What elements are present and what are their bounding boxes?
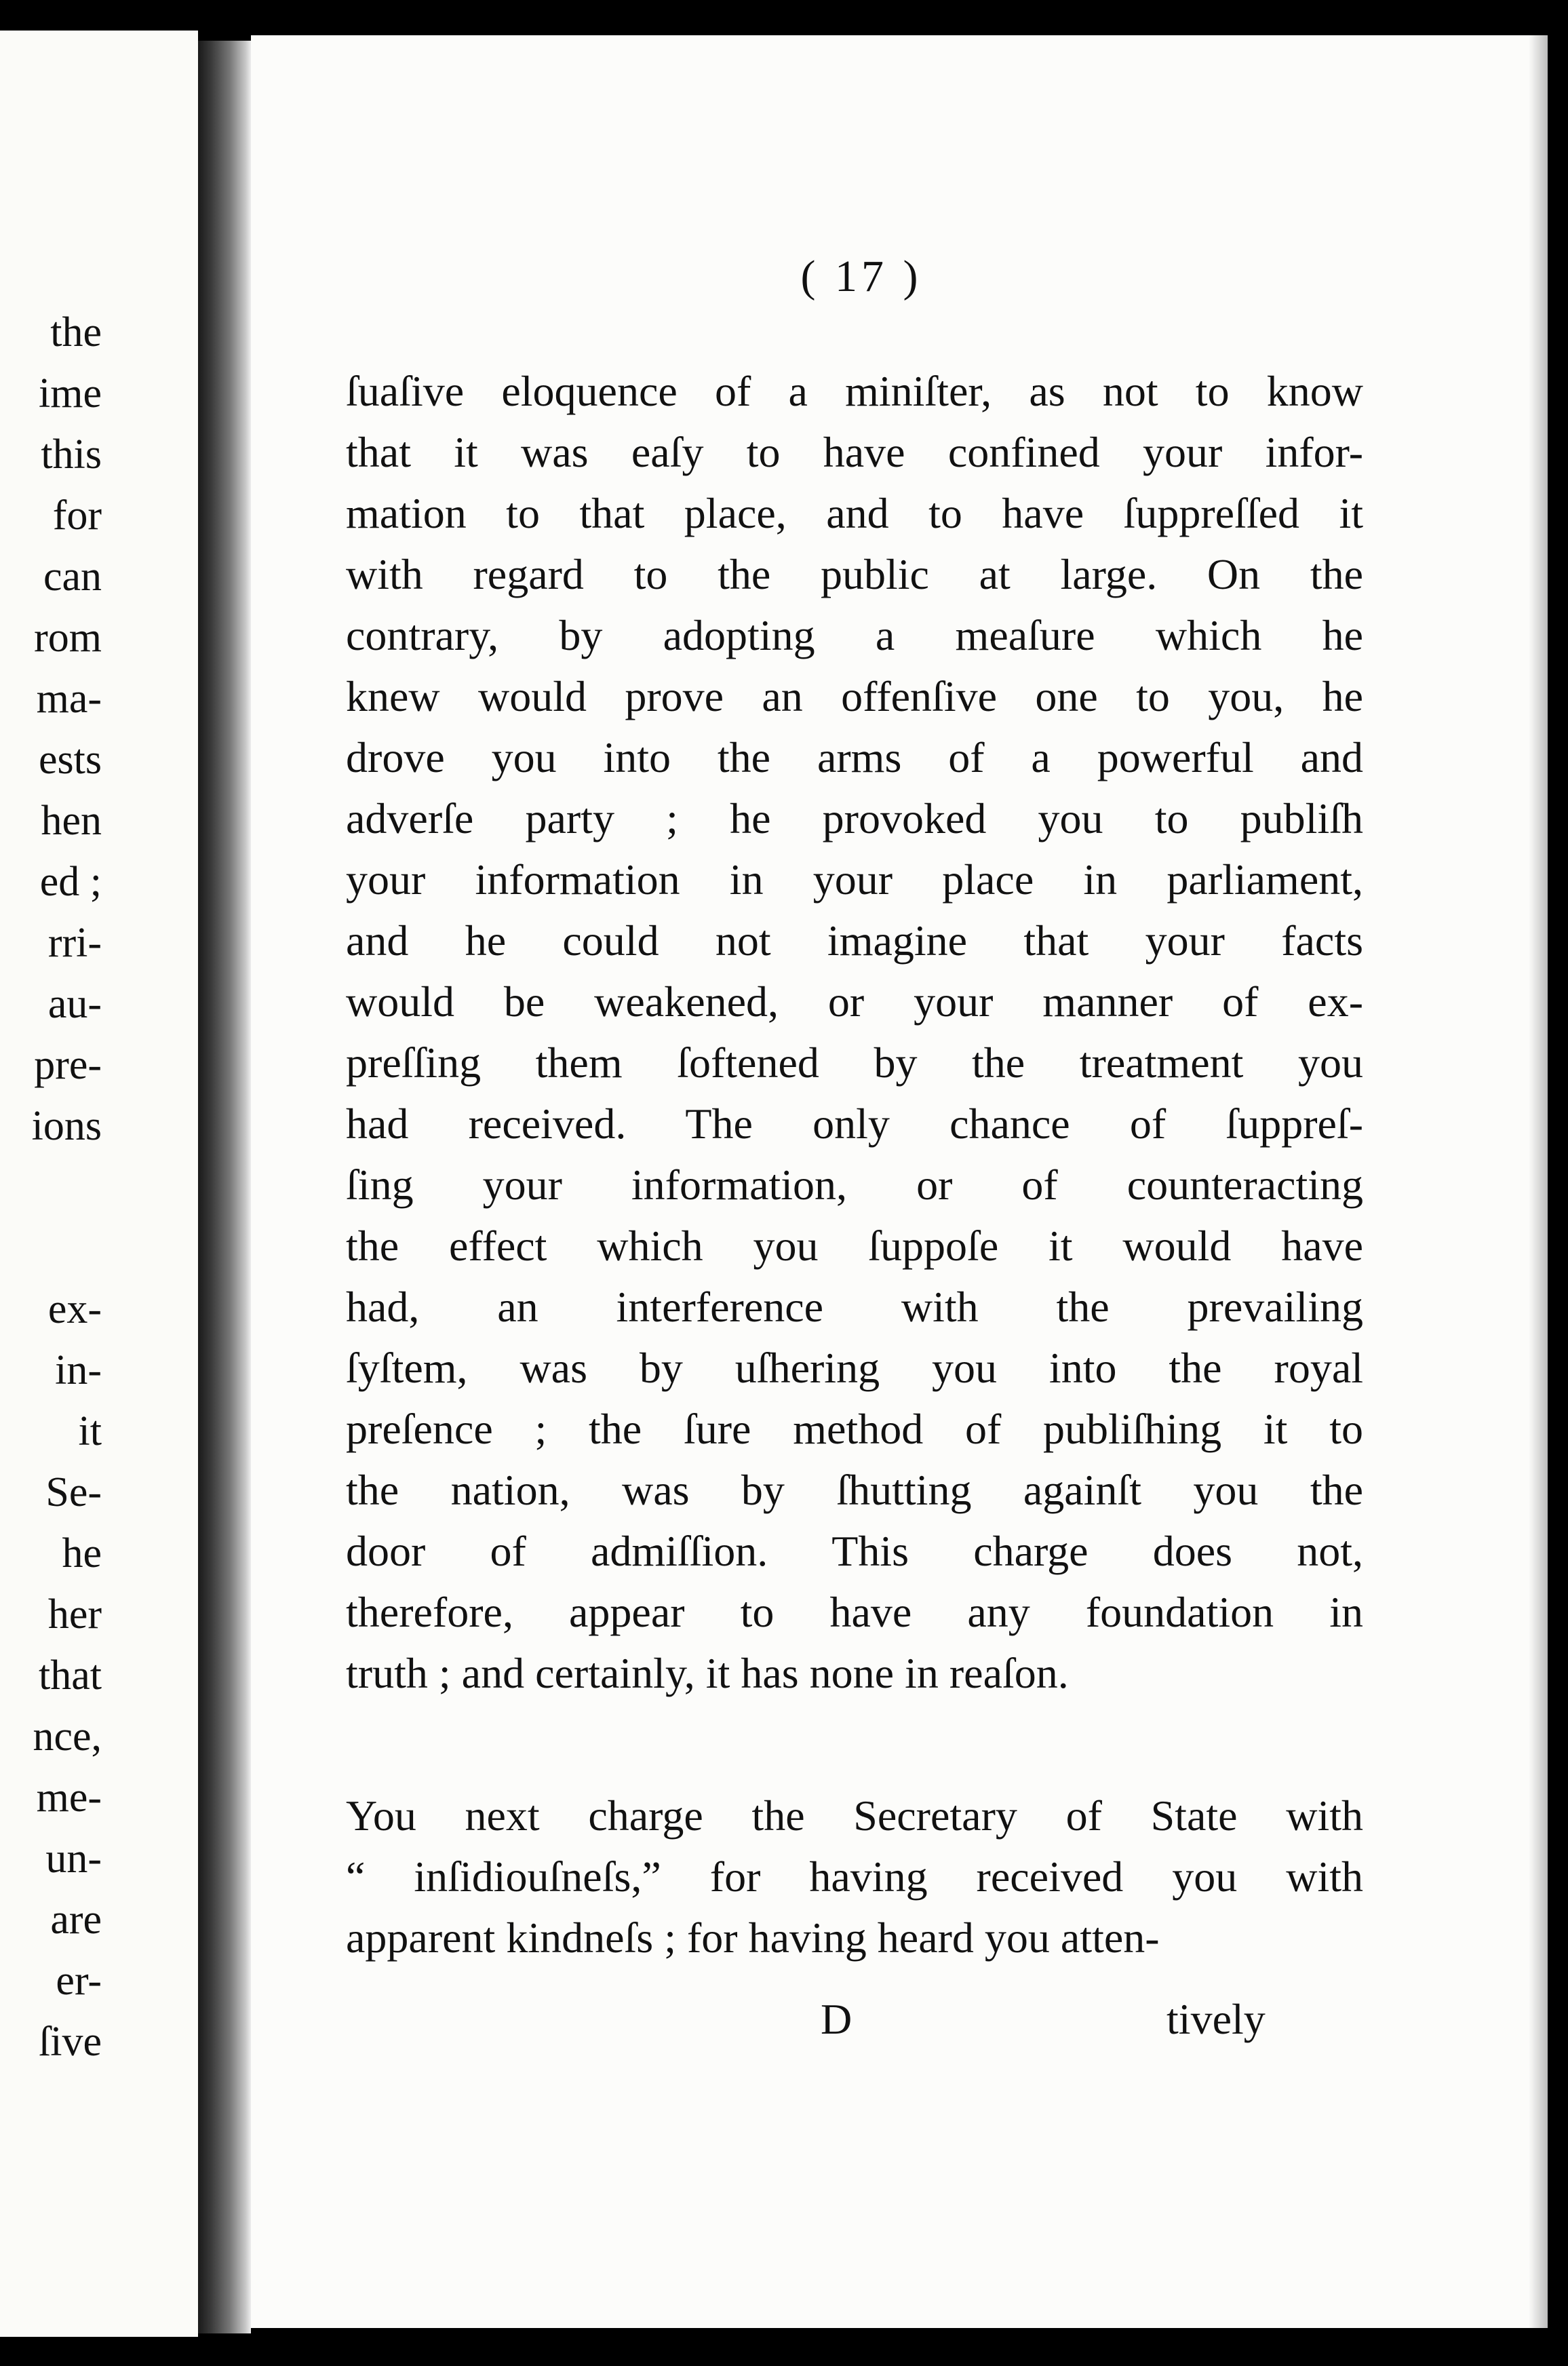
text-line: mation to that place, and to have ſuppreſſed it [346,489,1363,537]
facing-page-line: hen [41,798,102,844]
text-line: and he could not imagine that your facts [346,916,1363,965]
paragraph-two [346,1785,1363,1969]
facing-page-line: rri- [47,920,102,966]
text-line: the effect which you ſuppoſe it would have [346,1222,1363,1270]
facing-page-line: me- [36,1775,102,1821]
book-page [251,35,1548,2328]
facing-page-line: er- [56,1958,102,2004]
text-line: drove you into the arms of a powerful and [346,733,1363,781]
facing-page-line: can [43,554,102,600]
facing-page-line: au- [47,981,102,1027]
facing-page-line: for [52,492,102,539]
facing-page-line: in- [55,1347,102,1393]
text-line: had received. The only chance of ſuppreſ- [346,1100,1363,1148]
text-line: ſuaſive eloquence of a miniſter, as not to know [346,367,1363,415]
text-line: had, an interference with the prevailing [346,1283,1363,1331]
book-gutter [198,41,251,2333]
text-line: that it was eaſy to have confined your infor- [346,428,1363,476]
facing-page-line: he [62,1530,102,1576]
text-line: “ inſidiouſneſs,” for having received you with [346,1853,1363,1901]
facing-page-line: her [47,1591,102,1637]
text-line: the nation, was by ſhutting againſt you the [346,1466,1363,1514]
text-line: with regard to the public at large. On the [346,550,1363,598]
catchword: tively [1167,1995,1266,2043]
text-line: adverſe party ; he provoked you to publiſh [346,794,1363,842]
facing-page-line: ſive [39,2019,102,2065]
facing-page-left [0,31,198,2337]
facing-page-text [0,302,102,2072]
facing-page-line: Se- [45,1469,102,1515]
facing-page-line [0,1218,102,1279]
facing-page-line: are [50,1897,102,1943]
page-number: ( 17 ) [800,252,922,301]
page-edge-shadow [1529,35,1548,2328]
text-line: truth ; and certainly, it has none in reaſon. [346,1649,1069,1697]
text-line: contrary, by adopting a meaſure which he [346,611,1363,659]
text-line: ſing your information, or of counteracting [346,1161,1363,1209]
facing-page-line: nce, [33,1713,102,1760]
facing-page-line: ex- [47,1286,102,1332]
text-line: You next charge the Secretary of State with [346,1791,1363,1840]
facing-page-line: this [41,431,102,478]
paragraph-one [346,361,1363,1704]
text-line: preſence ; the ſure method of publiſhing it to [346,1405,1363,1453]
facing-page-line: ma- [36,676,102,722]
text-line: apparent kindneſs ; for having heard you atten- [346,1914,1160,1962]
facing-page-line: the [50,309,102,355]
text-line: would be weakened, or your manner of ex- [346,977,1363,1026]
facing-page-line: ions [31,1103,102,1149]
text-line: door of admiſſion. This charge does not, [346,1527,1363,1575]
text-line: ſyſtem, was by uſhering you into the royal [346,1344,1363,1392]
facing-page-line: it [78,1408,102,1454]
text-line: preſſing them ſoftened by the treatment you [346,1039,1363,1087]
facing-page-line: ime [39,370,102,416]
text-line: knew would prove an offenſive one to you, he [346,672,1363,720]
facing-page-line: pre- [34,1042,102,1088]
signature-mark: D [821,1995,852,2043]
facing-page-line [0,1157,102,1218]
facing-page-line: un- [45,1836,102,1882]
text-line: therefore, appear to have any foundation in [346,1588,1363,1636]
facing-page-line: ed ; [39,859,102,905]
text-line: your information in your place in parliament, [346,855,1363,904]
facing-page-line: rom [34,615,102,661]
facing-page-line: ests [39,737,102,783]
facing-page-line: that [39,1652,102,1699]
